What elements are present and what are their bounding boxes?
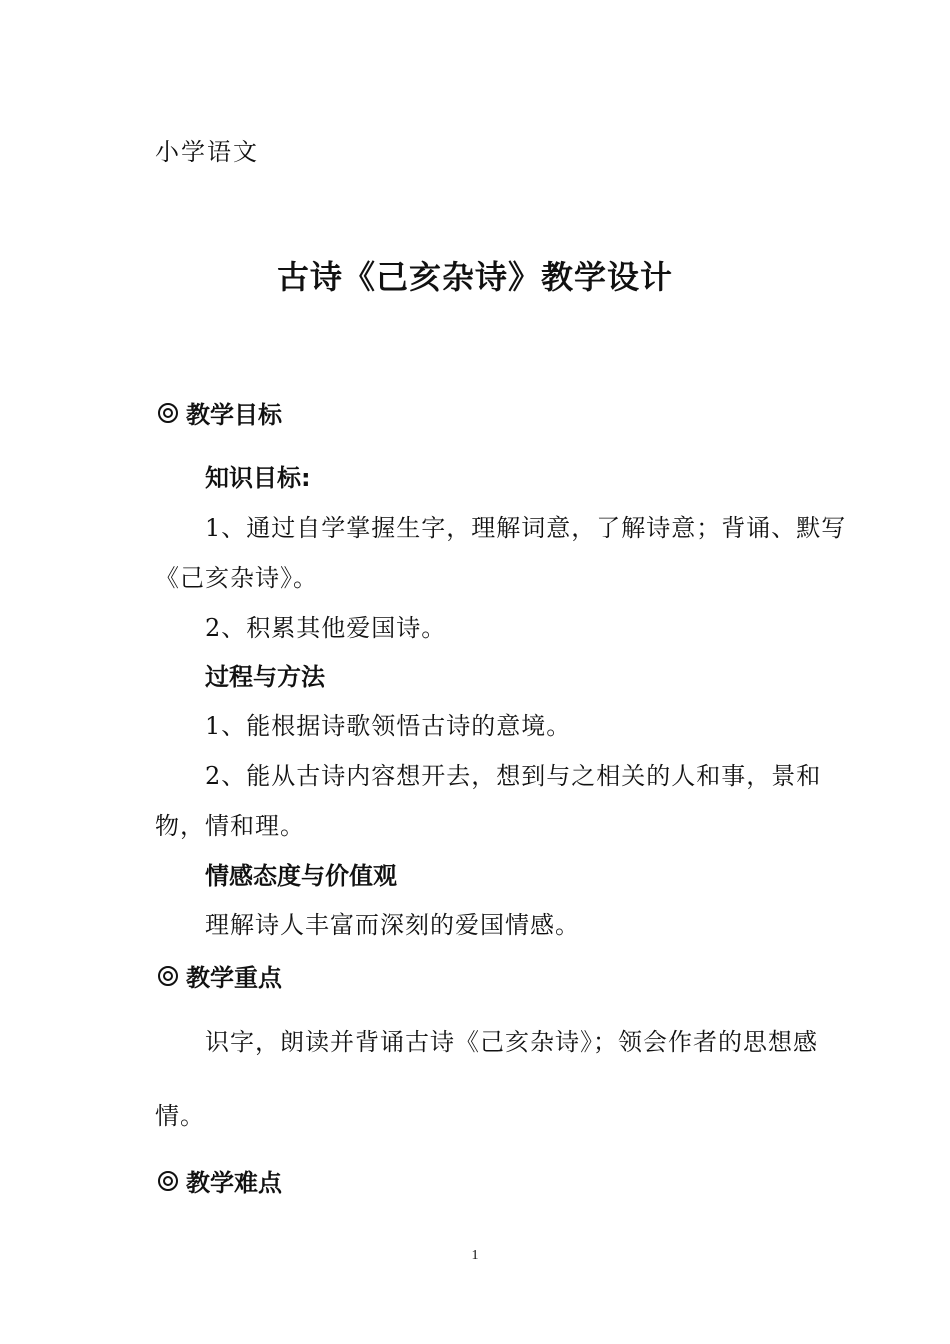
- process-item-2-line-2: 物，情和理。: [155, 812, 305, 840]
- section-heading-difficulty: [158, 1163, 282, 1198]
- process-item-1: 1、能根据诗歌领悟古诗的意境。: [205, 712, 572, 740]
- section-heading-goals: [158, 395, 282, 430]
- section-heading-focus: [158, 958, 282, 993]
- section-heading-goals-label: 教学目标: [186, 401, 282, 429]
- double-circle-icon: [158, 403, 178, 423]
- subject-label: 小学语文: [155, 138, 259, 166]
- double-circle-icon: [158, 966, 178, 986]
- document-title: 古诗《己亥杂诗》教学设计: [276, 258, 673, 296]
- focus-line-1: 识字，朗读并背诵古诗《己亥杂诗》；领会作者的思想感: [205, 1028, 818, 1056]
- knowledge-item-2: 2、积累其他爱国诗。: [205, 614, 447, 642]
- section-heading-focus-label: 教学重点: [186, 964, 282, 992]
- section-heading-difficulty-label: 教学难点: [186, 1169, 282, 1197]
- knowledge-item-1-line-2: 《己亥杂诗》。: [155, 564, 318, 592]
- attitude-item-1: 理解诗人丰富而深刻的爱国情感。: [205, 911, 580, 939]
- knowledge-item-1-line-1: 1、通过自学掌握生字，理解词意，了解诗意；背诵、默写: [205, 514, 847, 542]
- focus-line-2: 情。: [155, 1102, 205, 1130]
- double-circle-icon: [158, 1171, 178, 1191]
- subheading-process: 过程与方法: [205, 663, 325, 691]
- page-number: 1: [471, 1248, 479, 1263]
- process-item-2-line-1: 2、能从古诗内容想开去，想到与之相关的人和事，景和: [205, 762, 822, 790]
- subheading-knowledge: 知识目标:: [205, 464, 311, 492]
- subheading-attitude: 情感态度与价值观: [205, 862, 397, 890]
